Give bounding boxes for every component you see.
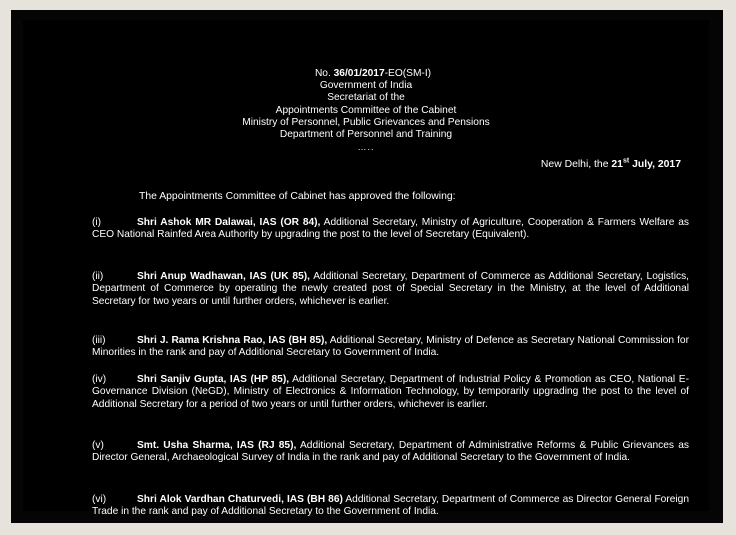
- ref-prefix: No.: [314, 68, 331, 79]
- item-name: Shri Ashok MR Dalawai, IAS (OR 84),: [137, 217, 321, 228]
- item-text: Additional Secretary, Department of Commerce as Director General Foreign Trade in the rank and pay of Additional Secretary to the Government of India.: [92, 494, 689, 518]
- item-number: (iii): [92, 335, 106, 346]
- list-item: [92, 494, 689, 519]
- item-name: Shri Sanjiv Gupta, IAS (HP 85),: [137, 374, 290, 385]
- header-line-ministry: Ministry of Personnel, Public Grievances and Pensions: [242, 116, 490, 128]
- document-page: [23, 20, 709, 518]
- item-name: Shri Alok Vardhan Chaturvedi, IAS (BH 86): [137, 494, 343, 505]
- header-line-secretariat: Secretariat of the: [327, 92, 405, 104]
- reference-number: [37, 68, 709, 80]
- item-text: Additional Secretary, Department of Industrial Policy & Promotion as CEO, National E-Governance Division (NeGD), Ministry of Electronics & Information Technology, by temporarily upgrading the post to the level of Additional Secretary for a period of two years or until further orders, whichever is earlier.: [92, 374, 689, 410]
- document-header: [23, 68, 709, 153]
- item-name: Shri Anup Wadhawan, IAS (UK 85),: [137, 271, 310, 282]
- dateline: [541, 159, 681, 171]
- item-text: Additional Secretary, Ministry of Defence as Secretary National Commission for Minorities in the rank and pay of Additional Secretary to Government of India.: [92, 335, 689, 359]
- item-number: (iv): [92, 374, 107, 385]
- item-text: Additional Secretary, Ministry of Agriculture, Cooperation & Farmers Welfare as CEO National Rainfed Area Authority by upgrading the post to the level of Secretary (Equivalent).: [92, 217, 689, 241]
- ref-number: 36/01/2017: [333, 68, 385, 79]
- list-item: [92, 335, 689, 360]
- header-line-department: Department of Personnel and Training: [279, 128, 453, 140]
- ref-suffix: -EO(SM-I): [384, 68, 432, 79]
- item-number: (v): [92, 440, 104, 451]
- dateline-month-year: July, 2017: [632, 159, 681, 170]
- header-line-committee: Appointments Committee of the Cabinet: [275, 104, 457, 116]
- item-name: Smt. Usha Sharma, IAS (RJ 85),: [137, 440, 297, 451]
- item-text: Additional Secretary, Department of Administrative Reforms & Public Grievances as Director General, Archaeological Survey of India in the rank and pay of Additional Secretary to the Government of India.: [92, 440, 690, 464]
- dateline-day: 21: [611, 159, 623, 170]
- list-item: [92, 440, 689, 465]
- item-number: (vi): [92, 494, 107, 505]
- header-separator: …..: [357, 142, 375, 153]
- header-line-government: Government of India: [319, 80, 413, 92]
- item-name: Shri J. Rama Krishna Rao, IAS (BH 85),: [137, 335, 328, 346]
- dateline-prefix: New Delhi, the: [540, 159, 609, 170]
- list-item: [92, 271, 689, 308]
- photo-frame: [11, 10, 723, 523]
- dateline-suffix: st: [622, 157, 630, 165]
- item-number: (ii): [92, 271, 104, 282]
- list-item: [92, 374, 689, 411]
- intro-text: The Appointments Committee of Cabinet has approved the following:: [139, 191, 456, 202]
- item-number: (i): [92, 217, 102, 228]
- list-item: [92, 217, 689, 242]
- item-text: Additional Secretary, Department of Commerce as Additional Secretary, Logistics, Department of Commerce by operating the newly created post of Special Secretary in the Ministry, at the level of Additional Secretary for two years or until further orders, whichever is earlier.: [92, 271, 689, 307]
